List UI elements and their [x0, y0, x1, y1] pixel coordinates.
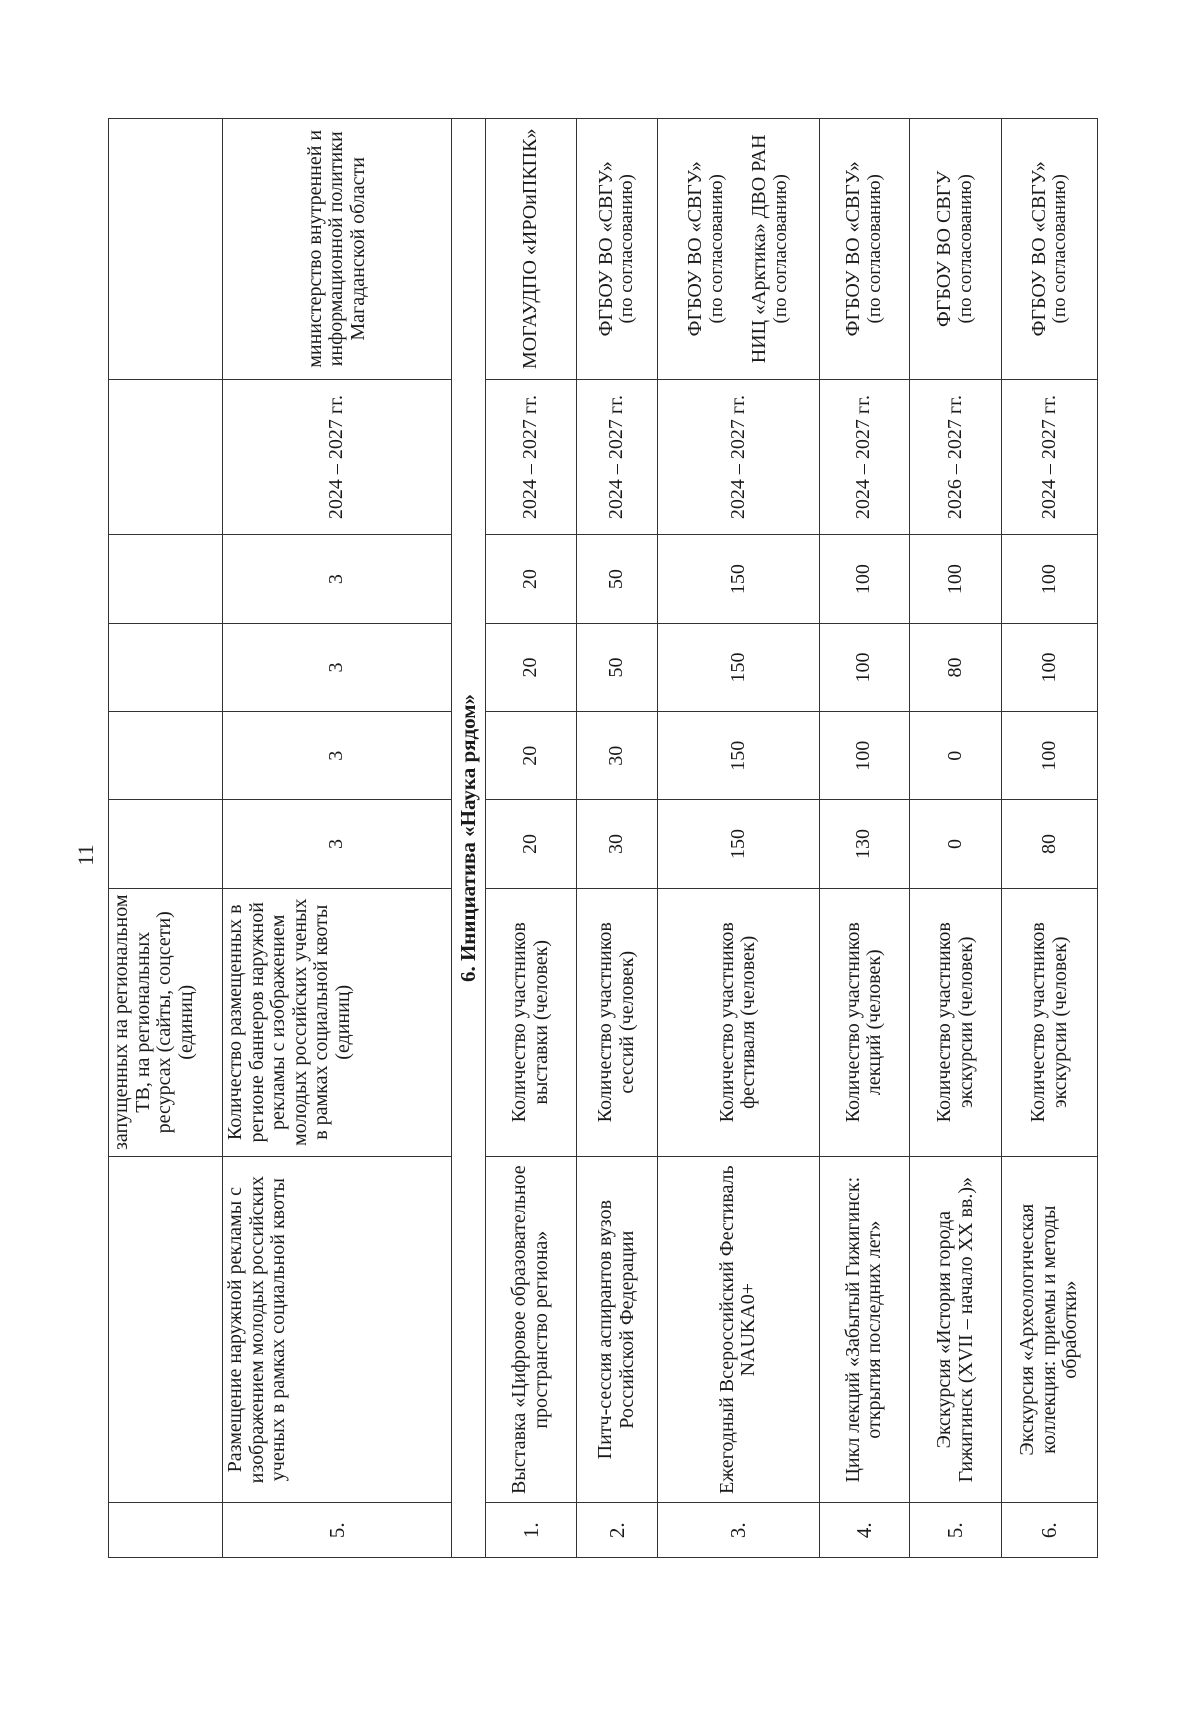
table-row: [486, 119, 576, 1558]
cell-event: Экскурсия «Археологическая коллекция: приемы и методы обработки»: [1002, 1156, 1098, 1503]
plan-table: [108, 118, 1098, 1558]
cell-value-4: 100: [819, 535, 909, 623]
table-row: [819, 119, 909, 1558]
cell-period: 2024 – 2027 гг.: [486, 379, 576, 535]
cell-value-1: 30: [576, 800, 658, 888]
executor-line: НИЦ «Арктика» ДВО РАН: [748, 134, 771, 364]
rotated-table-container: [108, 118, 1098, 1558]
cell-event: Размещение наружной рекламы с изображением молодых российских ученых в рамках социальной квоты: [222, 1156, 451, 1503]
cell-value-4: 50: [576, 535, 658, 623]
cell-value-3: 80: [909, 623, 1001, 711]
cell-indicator: запущенных на региональном ТВ, на региональных ресурсах (сайты, соцсети) (единиц): [109, 888, 223, 1156]
cell-value-1: 0: [909, 800, 1001, 888]
cell-value-3: 3: [222, 623, 451, 711]
cell-period: 2026 – 2027 гг.: [909, 379, 1001, 535]
cell-executor: [486, 119, 576, 380]
cell-value-2: 100: [819, 712, 909, 800]
cell-period: 2024 – 2027 гг.: [222, 379, 451, 535]
cell-indicator: Количество участников экскурсии (человек): [909, 888, 1001, 1156]
cell-event: Питч-сессия аспирантов вузов Российской Федерации: [576, 1156, 658, 1503]
table-row: [1002, 119, 1098, 1558]
cell-num: [109, 1503, 223, 1558]
cell-value-1: 20: [486, 800, 576, 888]
executor-line: ФГБОУ ВО «СВГУ»: [684, 161, 707, 337]
executor-note: (по согласованию): [955, 174, 977, 324]
executor-note: (по согласованию): [863, 174, 885, 324]
cell-value-4: 100: [909, 535, 1001, 623]
cell-indicator: Количество участников фестиваля (человек): [658, 888, 819, 1156]
section-row: [451, 119, 485, 1558]
table-row: [909, 119, 1001, 1558]
cell-value-1: 150: [658, 800, 819, 888]
cell-event: [109, 1156, 223, 1503]
cell-executor: [576, 119, 658, 380]
cell-period: 2024 – 2027 гг.: [576, 379, 658, 535]
cell-event: Экскурсия «История города Гижигинск (XVII – начало XX вв.)»: [909, 1156, 1001, 1503]
cell-indicator: Количество размещенных в регионе баннеров наружной рекламы с изображением молодых российских ученых в рамках социальной квоты (единиц): [222, 888, 451, 1156]
cell-value-2: 150: [658, 712, 819, 800]
cell-num: 3.: [658, 1503, 819, 1558]
cell-value-2: 0: [909, 712, 1001, 800]
cell-value-2: 3: [222, 712, 451, 800]
page-number: 11: [73, 844, 98, 866]
cell-value-2: 30: [576, 712, 658, 800]
executor-line: ФГБОУ ВО «СВГУ»: [594, 161, 617, 337]
cell-value-4: 20: [486, 535, 576, 623]
cell-value-4: 3: [222, 535, 451, 623]
table-row: [658, 119, 819, 1558]
executor-note: (по согласованию): [705, 174, 727, 324]
cell-indicator: Количество участников экскурсии (человек): [1002, 888, 1098, 1156]
cell-num: 5.: [222, 1503, 451, 1558]
cell-executor: [658, 119, 819, 380]
cell-value-1: 130: [819, 800, 909, 888]
cell-value-3: 50: [576, 623, 658, 711]
cell-num: 4.: [819, 1503, 909, 1558]
table-row: [222, 119, 451, 1558]
cell-executor: [1002, 119, 1098, 380]
executor-line: ФГБОУ ВО «СВГУ»: [842, 161, 865, 337]
cell-value-1: 3: [222, 800, 451, 888]
cell-value-2: 20: [486, 712, 576, 800]
executor-line: ФГБОУ ВО СВГУ: [933, 170, 956, 327]
cell-event: Цикл лекций «Забытый Гижигинск: открытия последних лет»: [819, 1156, 909, 1503]
cell-value-3: 100: [819, 623, 909, 711]
cell-num: 6.: [1002, 1503, 1098, 1558]
cell-value-2: 100: [1002, 712, 1098, 800]
table-row-continued: [109, 119, 223, 1558]
executor-note: (по согласованию): [616, 174, 638, 324]
executor-line: ФГБОУ ВО «СВГУ»: [1027, 161, 1050, 337]
cell-period: 2024 – 2027 гг.: [819, 379, 909, 535]
cell-value-3: 100: [1002, 623, 1098, 711]
cell-event: Ежегодный Всероссийский Фестиваль NAUKA0+: [658, 1156, 819, 1503]
cell-indicator: Количество участников лекций (человек): [819, 888, 909, 1156]
cell-executor: министерство внутренней и информационной политики Магаданской области: [222, 119, 451, 380]
cell-period: 2024 – 2027 гг.: [658, 379, 819, 535]
cell-executor: [819, 119, 909, 380]
cell-indicator: Количество участников сессий (человек): [576, 888, 658, 1156]
cell-value-4: 150: [658, 535, 819, 623]
cell-indicator: Количество участников выставки (человек): [486, 888, 576, 1156]
executor-note: (по согласованию): [1049, 174, 1071, 324]
cell-value-3: 150: [658, 623, 819, 711]
table-row: [576, 119, 658, 1558]
cell-value-3: 20: [486, 623, 576, 711]
cell-executor: [909, 119, 1001, 380]
cell-event: Выставка «Цифровое образовательное пространство региона»: [486, 1156, 576, 1503]
cell-num: 5.: [909, 1503, 1001, 1558]
cell-period: 2024 – 2027 гг.: [1002, 379, 1098, 535]
cell-value-1: 80: [1002, 800, 1098, 888]
executor-line: МОГАУДПО «ИРОиПКПК»: [519, 128, 542, 370]
section-title: 6. Инициатива «Наука рядом»: [451, 119, 485, 1558]
cell-num: 1.: [486, 1503, 576, 1558]
cell-num: 2.: [576, 1503, 658, 1558]
executor-note: (по согласованию): [770, 174, 791, 324]
cell-value-4: 100: [1002, 535, 1098, 623]
